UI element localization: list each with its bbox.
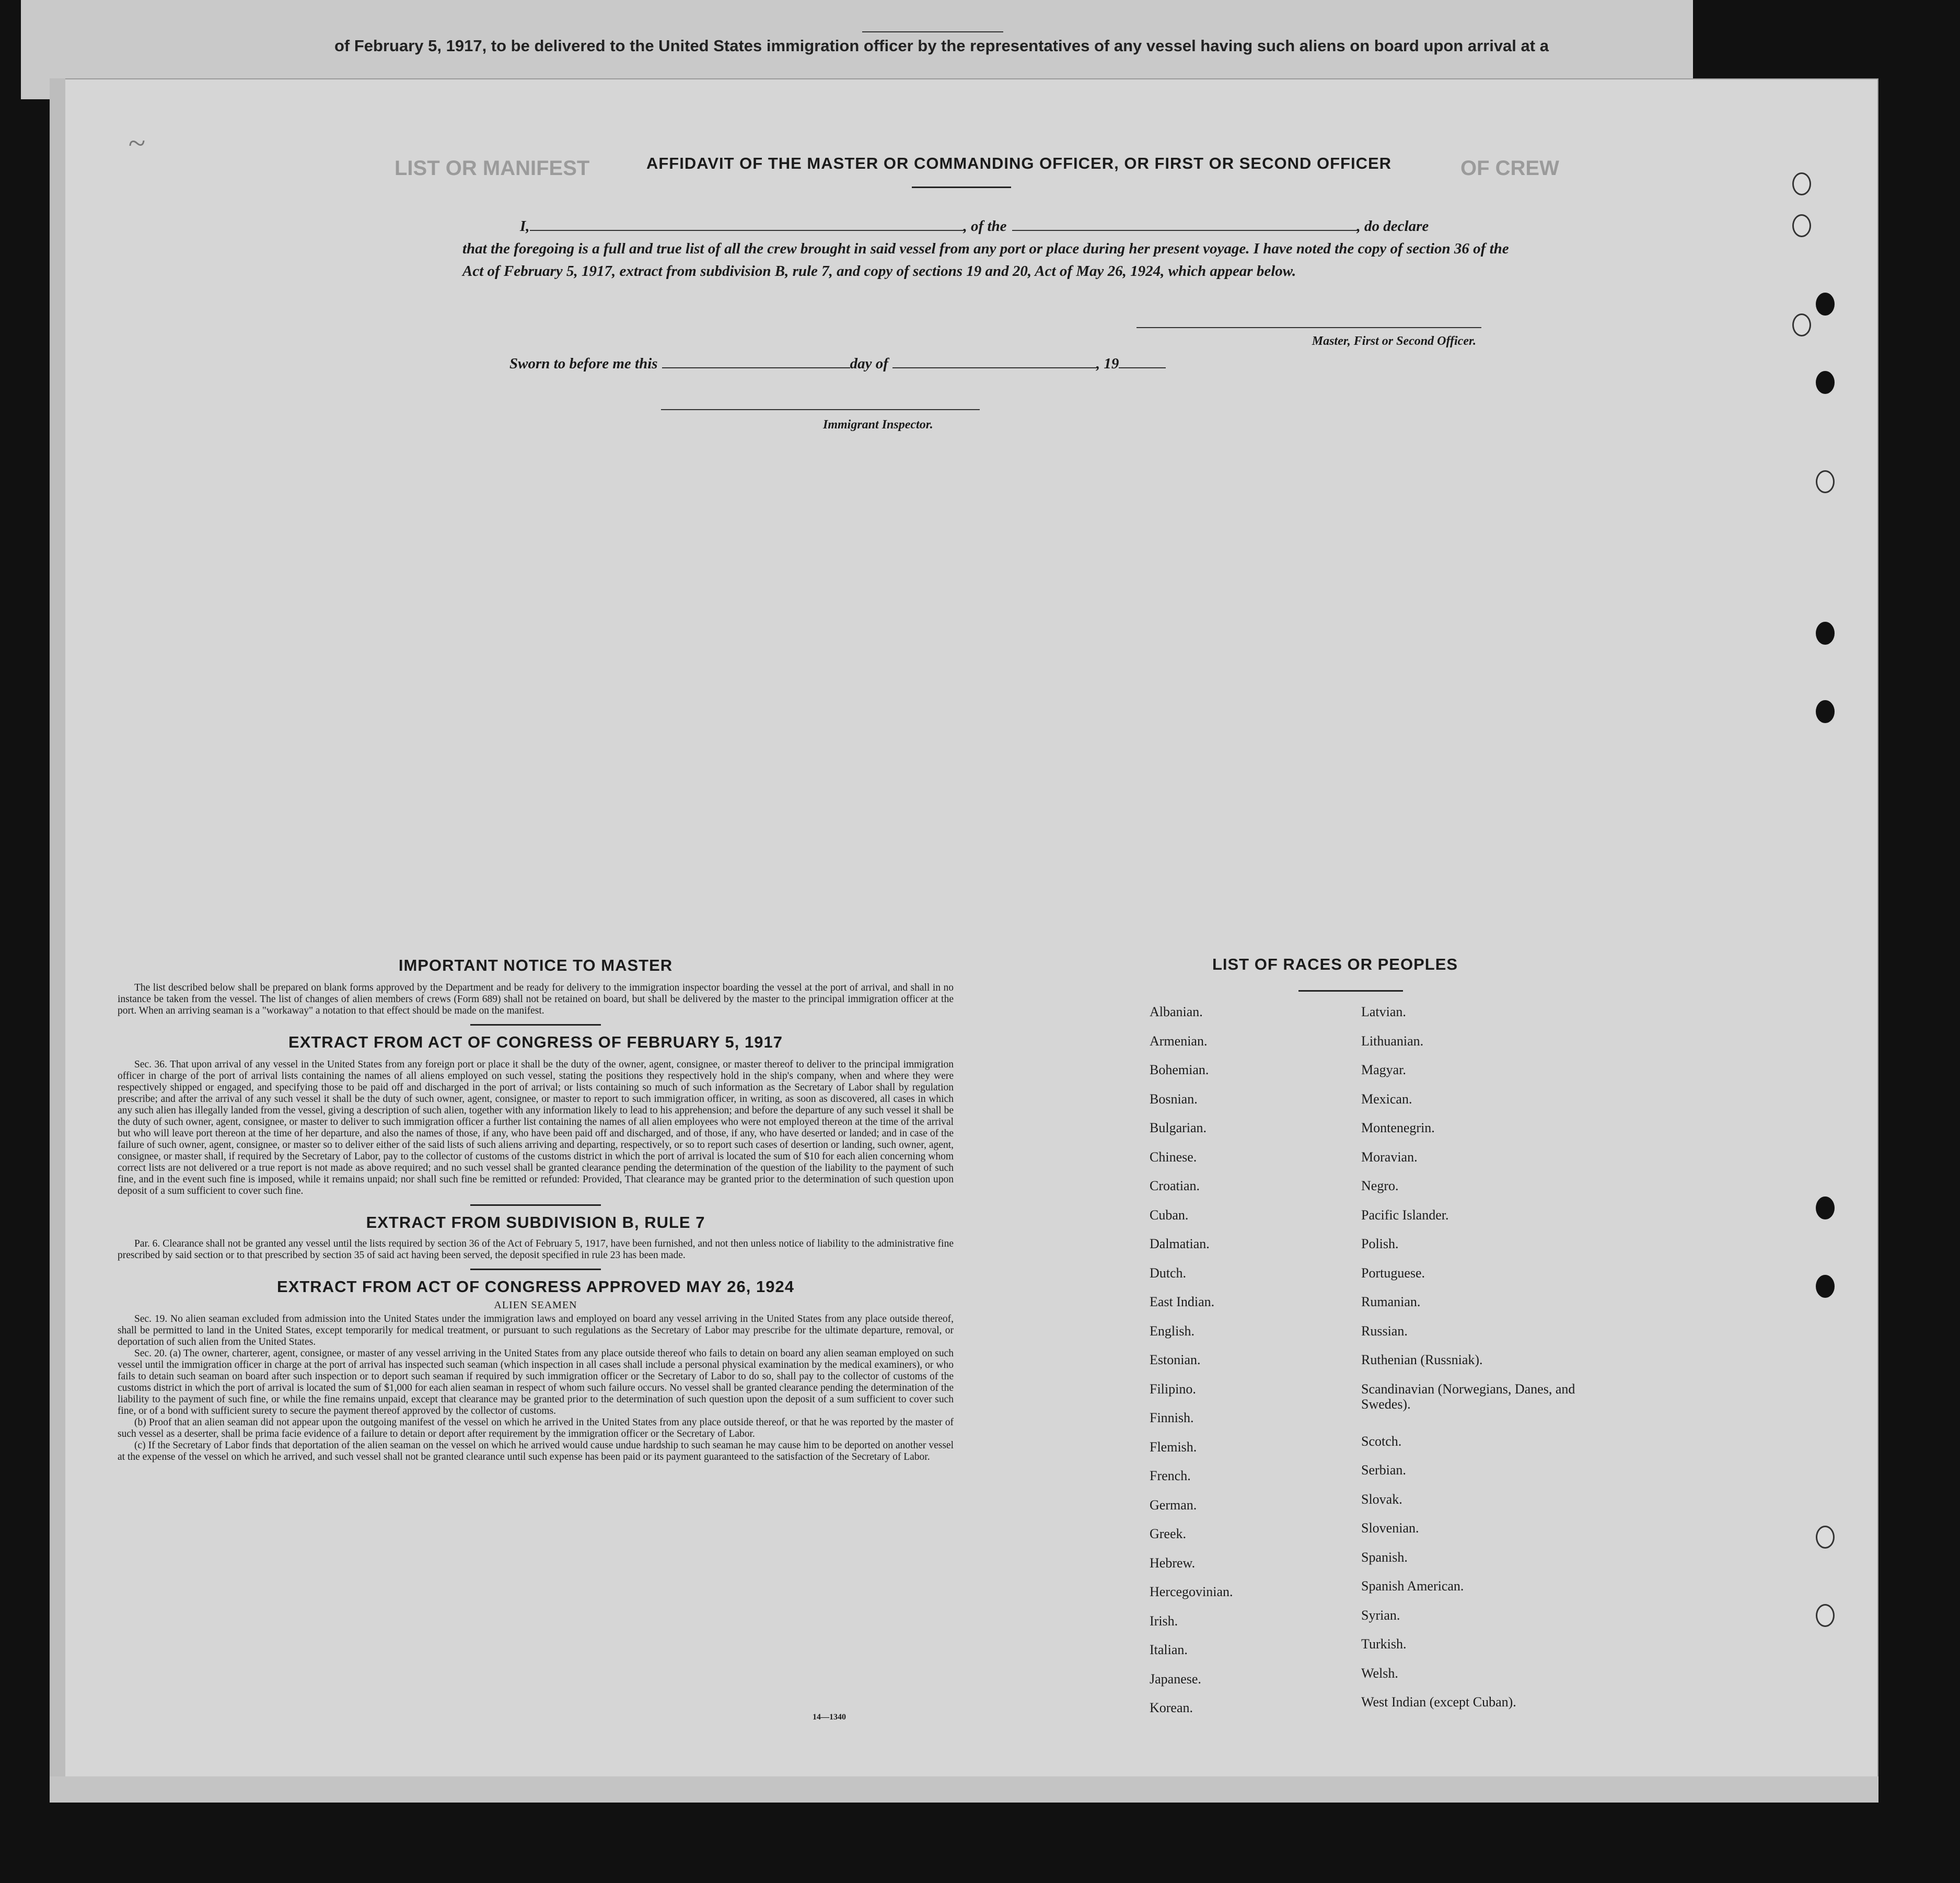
sworn-year: , 19 (1096, 355, 1119, 372)
section-rule (470, 1204, 601, 1206)
inspector-signature-line[interactable] (661, 409, 980, 410)
race-item: Korean. (1150, 1700, 1193, 1715)
punch-hole (1816, 1196, 1835, 1219)
race-item: Slovak. (1361, 1491, 1402, 1507)
extract-1917-block (118, 1059, 954, 1197)
punch-hole (1816, 700, 1835, 723)
sworn-month-field[interactable] (892, 357, 1096, 368)
race-item: Slovenian. (1361, 1520, 1419, 1536)
form-number: 14—1340 (813, 1713, 846, 1722)
race-item: Irish. (1150, 1613, 1178, 1629)
affidavit-of-the: , of the (963, 218, 1007, 235)
punch-hole (1816, 371, 1835, 394)
extract-rule7-block (118, 1238, 954, 1261)
affidavit-i: I, (520, 218, 530, 235)
race-item: Lithuanian. (1361, 1033, 1424, 1049)
race-item: East Indian. (1150, 1294, 1215, 1309)
race-item: Ruthenian (Russniak). (1361, 1352, 1483, 1367)
race-item: Chinese. (1150, 1149, 1197, 1165)
punch-hole (1816, 622, 1835, 645)
race-item: Hebrew. (1150, 1555, 1196, 1571)
race-item: Montenegrin. (1361, 1120, 1435, 1135)
race-item: Dutch. (1150, 1265, 1187, 1281)
affidavit-title: AFFIDAVIT OF THE MASTER OR COMMANDING OFFICER, OR FIRST OR SECOND OFFICER (646, 154, 1392, 172)
affidavit-body (462, 215, 1528, 283)
sworn-line (509, 355, 1166, 373)
document-sheet (50, 78, 1878, 1803)
races-column-2 (1361, 1004, 1581, 1724)
race-item: Magyar. (1361, 1062, 1406, 1077)
affidavit-do-declare: , do declare (1356, 218, 1429, 235)
punch-hole (1816, 293, 1835, 316)
notice-text-block (118, 982, 954, 1017)
race-item: Turkish. (1361, 1636, 1407, 1652)
section-rule (470, 1024, 601, 1026)
extract-rule7-title: EXTRACT FROM SUBDIVISION B, RULE 7 (366, 1213, 705, 1231)
race-item: Spanish American. (1361, 1578, 1464, 1594)
extract-1917-title: EXTRACT FROM ACT OF CONGRESS OF FEBRUARY 5, 1917 (288, 1033, 783, 1051)
race-item: Scotch. (1361, 1433, 1402, 1449)
ghost-heading-right: OF CREW (1460, 157, 1559, 180)
extract-1924-sec20a: Sec. 20. (a) The owner, charterer, agent, consignee, or master of any vessel arriving in the United States from any place outside thereof who fails to detain on board any alien seaman employed on such vessel until the immigration officer in charge at the port of arrival has inspected such seaman (which inspection in all cases shall include a personal physical examination by the medical examiners), or who fails to detain such seaman on board after such inspection or to deport such seaman if required by such immigration officer or the Secretary of Labor to do so, shall pay to the collector of customs of the customs district in which the port of arrival is located the sum of $1,000 for each alien seaman in respect of whom such failure occurs. No vessel shall be granted clearance pending the determination of the liability to the payment of such fine, or while the fine remains unpaid, except that clearance may be granted prior to the determination of such question upon the deposit of a sum sufficient to cover such fine, or of a bond with sufficient surety to secure the payment thereof approved by the collector of customs. (118, 1348, 954, 1416)
race-item: Dalmatian. (1150, 1236, 1210, 1251)
race-item: Bosnian. (1150, 1091, 1198, 1107)
extract-1924-title: EXTRACT FROM ACT OF CONGRESS APPROVED MAY 26, 1924 (277, 1277, 794, 1296)
punch-hole (1816, 1275, 1835, 1298)
underlying-header-text: of February 5, 1917, to be delivered to the United States immigration officer by the representatives of any vessel having such aliens on board upon arrival at a (334, 37, 1549, 55)
extract-1924-block (118, 1314, 954, 1463)
sworn-prefix: Sworn to before me this (509, 355, 658, 372)
race-item: Finnish. (1150, 1410, 1194, 1425)
underlying-rule (862, 31, 1003, 32)
race-item: Albanian. (1150, 1004, 1203, 1019)
race-item: Mexican. (1361, 1091, 1412, 1107)
race-item: Armenian. (1150, 1033, 1208, 1049)
race-item: Japanese. (1150, 1671, 1201, 1687)
extract-rule7-text: Par. 6. Clearance shall not be granted any vessel until the lists required by section 36 of the Act of February 5, 1917, have been furnished, and not then unless notice of liability to the administrative fine prescribed by said section or to that prescribed by section 35 of said act having been served, the deposit specified in rule 23 has been made. (118, 1238, 954, 1261)
race-item: West Indian (except Cuban). (1361, 1694, 1516, 1710)
race-item: Russian. (1361, 1323, 1408, 1339)
race-item: English. (1150, 1323, 1194, 1339)
affidavit-statement: that the foregoing is a full and true list of all the crew brought in said vessel from any port or place during her present voyage. I have noted the copy of section 36 of the Act of February 5, 1917, extract from subdivision B, rule 7, and copy of sections 19 and 20, Act of May 26, 1924, which appear below. (462, 240, 1509, 280)
race-item: Bulgarian. (1150, 1120, 1207, 1135)
race-item: Latvian. (1361, 1004, 1406, 1019)
sheet-edge-bottom (50, 1776, 1878, 1803)
affidavit-declaration-line (462, 215, 1528, 238)
sworn-day-field[interactable] (662, 357, 850, 368)
races-title: LIST OF RACES OR PEOPLES (1212, 955, 1458, 973)
race-item: Croatian. (1150, 1178, 1200, 1193)
vessel-name-field[interactable] (1012, 219, 1357, 231)
race-item: Rumanian. (1361, 1294, 1421, 1309)
punch-hole (1816, 1604, 1835, 1627)
race-item: Pacific Islander. (1361, 1207, 1449, 1223)
race-item: Moravian. (1361, 1149, 1418, 1165)
races-rule (1298, 990, 1403, 992)
punch-hole (1792, 313, 1811, 336)
sworn-year-field[interactable] (1119, 357, 1166, 368)
race-item: Negro. (1361, 1178, 1399, 1193)
race-item: Serbian. (1361, 1462, 1406, 1478)
race-item: Spanish. (1361, 1549, 1408, 1565)
ghost-heading: LIST OR MANIFEST (395, 157, 590, 180)
race-item: Hercegovinian. (1150, 1584, 1233, 1599)
sheet-edge (50, 78, 65, 1803)
race-item: Estonian. (1150, 1352, 1201, 1367)
inspector-label: Immigrant Inspector. (823, 418, 933, 432)
sworn-day-of: day of (850, 355, 888, 372)
extract-1924-sec20c: (c) If the Secretary of Labor finds that deportation of the alien seaman on the vessel on which he arrived would cause undue hardship to such seaman he may cause him to be deported on another vessel at the expense of the vessel on which he arrived, and such vessel shall not be granted clearance until such expense has been paid or its payment guaranteed to the satisfaction of the Secretary of Labor. (118, 1440, 954, 1462)
race-item: Filipino. (1150, 1381, 1196, 1397)
race-item: Bohemian. (1150, 1062, 1209, 1077)
race-item: Greek. (1150, 1526, 1187, 1541)
race-item: Cuban. (1150, 1207, 1189, 1223)
signature-label: Master, First or Second Officer. (1312, 334, 1476, 348)
race-item: Portuguese. (1361, 1265, 1425, 1281)
race-item: Scandinavian (Norwegians, Danes, and Swedes). (1361, 1381, 1575, 1412)
notice-title: IMPORTANT NOTICE TO MASTER (398, 956, 673, 974)
notice-text: The list described below shall be prepared on blank forms approved by the Department and be ready for delivery to the immigration inspector boarding the vessel at the port of arrival, and shall in no instance be taken from the vessel. The list of changes of alien members of crews (Form 689) shall not be retained on board, but shall be delivered by the master to the principal immigration officer at the port. When an arriving seaman is a "workaway" a notation to that effect should be made on the manifest. (118, 982, 954, 1016)
handwritten-mark: ~ (128, 126, 145, 160)
punch-hole (1792, 172, 1811, 195)
race-item: Polish. (1361, 1236, 1399, 1251)
races-column-1 (1150, 1004, 1233, 1729)
extract-1924-sec20b: (b) Proof that an alien seaman did not appear upon the outgoing manifest of the vessel on which he arrived in the United States from any place outside thereof, or that he was reported by the master of such vessel as a deserter, shall be prima facie evidence of a failure to detain or deport after requirement by the immigration officer or the Secretary of Labor. (118, 1417, 954, 1439)
punch-hole (1816, 1526, 1835, 1549)
master-name-field[interactable] (530, 219, 964, 231)
section-rule (470, 1269, 601, 1270)
punch-hole (1792, 214, 1811, 237)
punch-hole (1816, 470, 1835, 493)
race-item: Syrian. (1361, 1607, 1400, 1623)
affidavit-rule (912, 187, 1011, 188)
extract-1917-text: Sec. 36. That upon arrival of any vessel in the United States from any foreign port or place it shall be the duty of the owner, agent, consignee, or master thereof to deliver to the principal immigration officer in charge of the port of arrival lists containing the names of all aliens employed on such vessel, stating the positions they respectively hold in the ship's company, when and where they were respectively shipped or engaged, and specifying those to be paid off and discharged in the port of arrival; or lists containing so much of such information as the Secretary of Labor shall by regulation prescribe; and after the arrival of any such vessel it shall be the duty of such owner, agent, consignee, or master to report to such immigration officer, in writing, as soon as discovered, all cases in which any such alien has illegally landed from the vessel, giving a description of such alien, together with any information likely to lead to his apprehension; and before the departure of any such vessel it shall be the duty of such owner, agent, consignee, or master to deliver to such immigration officer a further list containing the names of all alien employees who were not employed thereon at the time of the arrival but who will leave port thereon at the time of her departure, and also the names of those, if any, who have been paid off and discharged, and of those, if any, who have deserted or landed; and in case of the failure of such owner, agent, consignee, or master so to deliver either of the said lists of such aliens arriving and departing, respectively, or so to report such cases of desertion or landing, such owner, agent, consignee, or master shall, if required by the Secretary of Labor, pay to the collector of customs of the customs district in which the port of arrival is located the sum of $10 for each alien concerning whom correct lists are not delivered or a true report is not made as above required; and no such vessel shall be granted clearance pending the determination of the question of the liability to the payment of such fine, and in the event such fine is imposed, while it remains unpaid; nor shall such fine be remitted or refunded: Provided, That clearance may be granted prior to the determination of such question upon deposit of a sum sufficient to cover such fine. (118, 1059, 954, 1196)
signature-line[interactable] (1136, 327, 1481, 328)
extract-1924-subtitle: ALIEN SEAMEN (494, 1299, 577, 1311)
race-item: French. (1150, 1468, 1191, 1483)
race-item: Welsh. (1361, 1665, 1398, 1681)
race-item: Italian. (1150, 1642, 1188, 1657)
extract-1924-sec19: Sec. 19. No alien seaman excluded from admission into the United States under the immigration laws and employed on board any vessel arriving in the United States from any place outside thereof, shall be permitted to land in the United States, except temporarily for medical treatment, or pursuant to such regulations as the Secretary of Labor may prescribe for the ultimate departure, removal, or deportation of such alien from the United States. (118, 1314, 954, 1347)
notices-column (118, 956, 954, 1463)
race-item: Flemish. (1150, 1439, 1197, 1455)
race-item: German. (1150, 1497, 1197, 1513)
